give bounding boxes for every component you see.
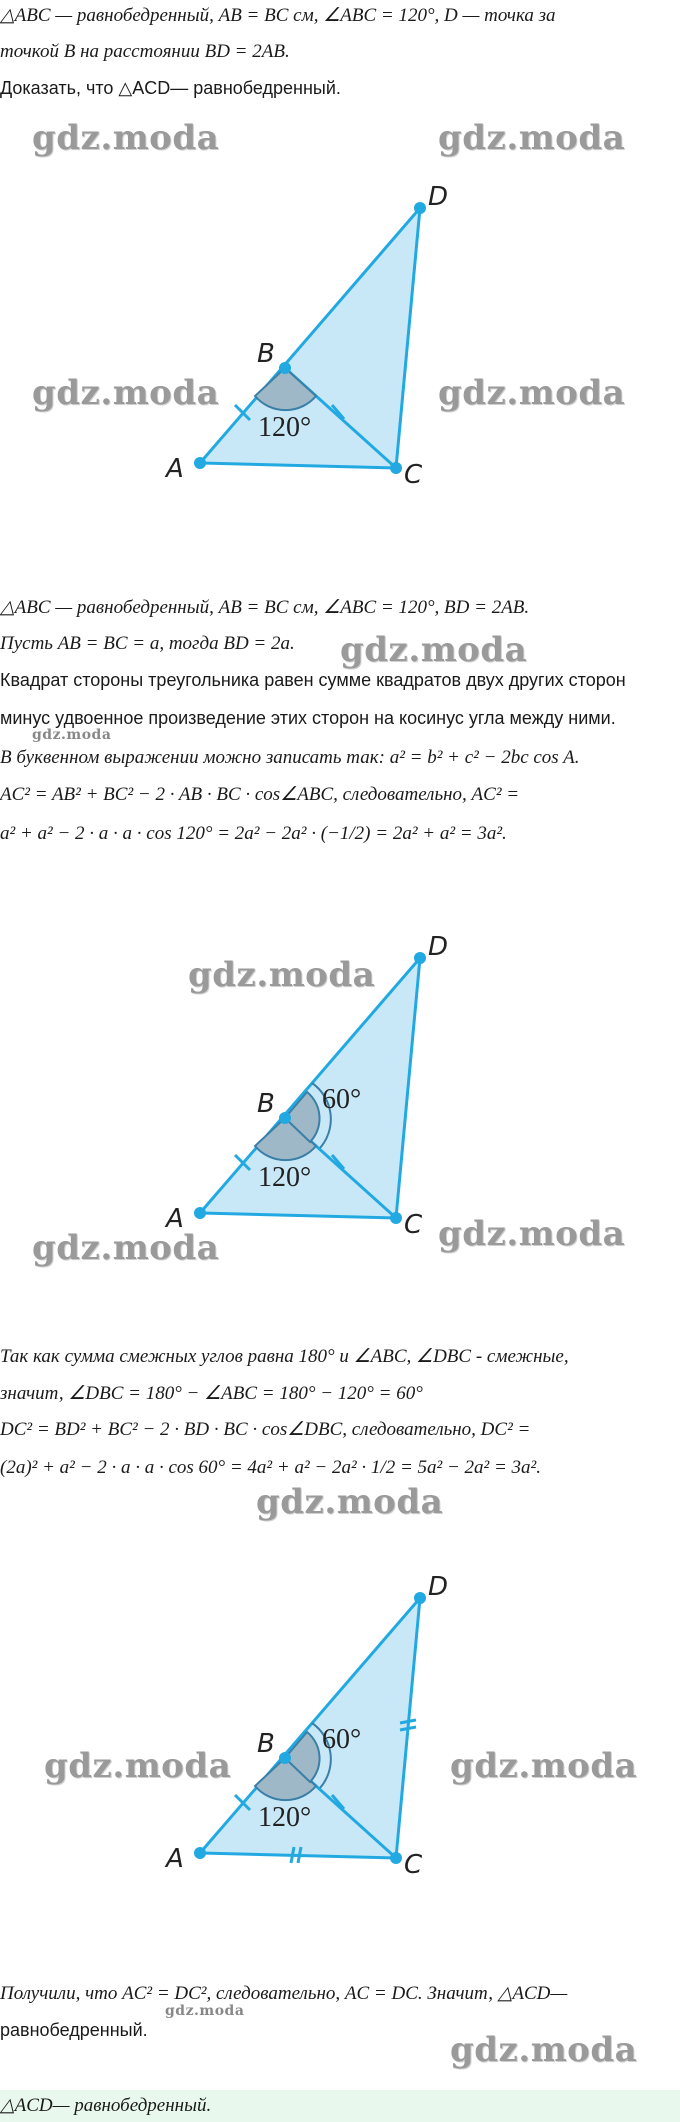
conclusion-line-2: равнобедренный. <box>0 2020 148 2040</box>
label-d: D <box>428 1572 449 1602</box>
watermark: gdz.moda <box>32 118 220 158</box>
label-a: A <box>166 1204 184 1234</box>
dc-line-2: (2a)² + a² − 2 · a · a · cos 60° = 4a² + a² − 2a² · 1/2 = 5a² − 2a² = 3a². <box>0 1457 541 1478</box>
watermark: gdz.moda <box>44 1746 232 1786</box>
label-a: A <box>166 1844 184 1874</box>
label-a: A <box>166 454 184 484</box>
answer-text: △ACD— равнобедренный. <box>0 2095 212 2116</box>
formula-line: В буквенном выражении можно записать так: a² = b² + c² − 2bc cos A. <box>0 747 580 768</box>
watermark: gdz.moda <box>450 2030 638 2070</box>
angle-abc-label: 120° <box>258 1802 312 1833</box>
angle-abc-label: 120° <box>258 412 312 443</box>
conclusion-line-1: Получили, что AC² = DC², следовательно, AC = DC. Значит, △ACD— <box>0 1983 568 2004</box>
figure-1 <box>0 0 680 600</box>
ac-line-1: AC² = AB² + BC² − 2 · AB · BC · cos∠ABC, следовательно, AC² = <box>0 784 520 805</box>
watermark: gdz.moda <box>32 727 112 743</box>
problem-line-3: Доказать, что △ACD— равнобедренный. <box>0 78 341 98</box>
watermark: gdz.moda <box>188 955 376 995</box>
dc-line-1: DC² = BD² + BC² − 2 · BD · BC · cos∠DBC, следовательно, DC² = <box>0 1419 531 1440</box>
watermark: gdz.moda <box>450 1746 638 1786</box>
label-c: C <box>404 1850 423 1880</box>
rule-line-2: минус удвоенное произведение этих сторон на косинус угла между ними. <box>0 708 616 728</box>
label-c: C <box>404 460 423 490</box>
adjacent-line-2: значит, ∠DBC = 180° − ∠ABC = 180° − 120° = 60° <box>0 1383 423 1404</box>
rule-line-1: Квадрат стороны треугольника равен сумме квадратов двух других сторон <box>0 670 626 690</box>
watermark: gdz.moda <box>256 1482 444 1522</box>
figure-3 <box>0 1540 680 1920</box>
angle-abc-label: 120° <box>258 1162 312 1193</box>
angle-dbc-label: 60° <box>322 1724 362 1755</box>
watermark: gdz.moda <box>438 373 626 413</box>
label-d: D <box>428 932 449 962</box>
watermark: gdz.moda <box>438 118 626 158</box>
label-b: B <box>257 1729 275 1759</box>
watermark: gdz.moda <box>165 2003 245 2019</box>
let-line: Пусть AB = BC = a, тогда BD = 2a. <box>0 633 295 654</box>
adjacent-line-1: Так как сумма смежных углов равна 180° и ∠ABC, ∠DBC - смежные, <box>0 1346 569 1367</box>
problem-line-1: △ABC — равнобедренный, AB = BC см, ∠ABC = 120°, D — точка за <box>0 5 556 26</box>
watermark: gdz.moda <box>32 1228 220 1268</box>
ac-line-2: a² + a² − 2 · a · a · cos 120° = 2a² − 2a² · (−1/2) = 2a² + a² = 3a². <box>0 823 507 844</box>
label-d: D <box>428 182 449 212</box>
problem-line-2: точкой B на расстоянии BD = 2AB. <box>0 41 290 62</box>
watermark: gdz.moda <box>32 373 220 413</box>
answer-box <box>0 2090 680 2122</box>
angle-dbc-label: 60° <box>322 1084 362 1115</box>
label-b: B <box>257 339 275 369</box>
label-b: B <box>257 1089 275 1119</box>
label-c: C <box>404 1210 423 1240</box>
watermark: gdz.moda <box>340 630 528 670</box>
watermark: gdz.moda <box>438 1214 626 1254</box>
given-line: △ABC — равнобедренный, AB = BC см, ∠ABC = 120°, BD = 2AB. <box>0 597 530 618</box>
